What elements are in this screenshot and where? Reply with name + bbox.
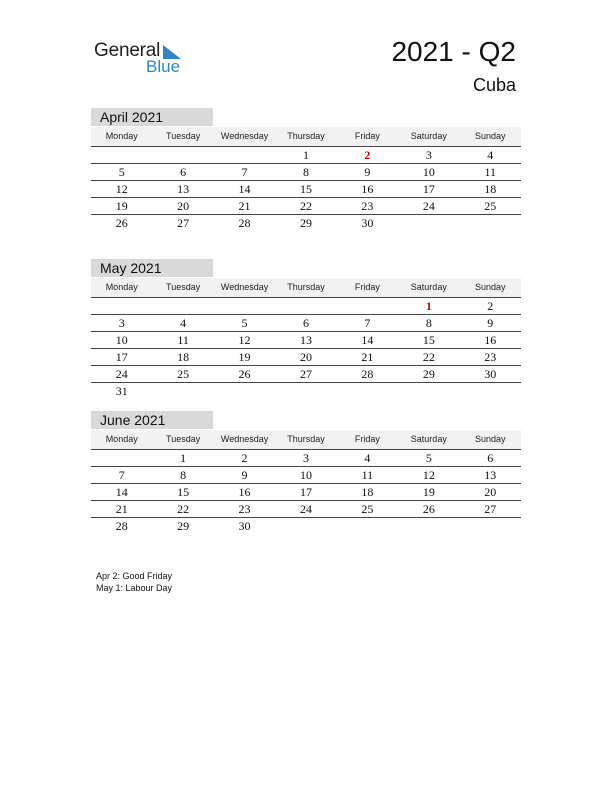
day-cell: 28 [238, 216, 251, 230]
day-cell: 16 [484, 333, 497, 347]
day-cell: 22 [299, 199, 312, 213]
day-cell: 17 [299, 485, 312, 499]
weekday-header: Saturday [410, 282, 447, 292]
weekday-header: Tuesday [166, 434, 201, 444]
day-cell: 19 [238, 350, 251, 364]
week-row [91, 349, 521, 366]
day-cell [152, 298, 213, 314]
day-cell [91, 450, 152, 466]
day-cell: 20 [299, 350, 312, 364]
day-cell: 23 [484, 350, 497, 364]
day-cell: 21 [238, 199, 251, 213]
month-may [91, 259, 521, 400]
week-row [91, 147, 521, 164]
day-cell: 9 [487, 316, 494, 330]
day-cell: 9 [241, 468, 248, 482]
weekday-header: Friday [354, 434, 380, 444]
day-cell: 11 [484, 165, 497, 179]
holiday-notes [96, 570, 172, 594]
day-cell: 27 [484, 502, 497, 516]
day-cell: 2 [241, 451, 248, 465]
weekday-header: Saturday [410, 434, 447, 444]
week-row [91, 298, 521, 315]
weekday-header: Thursday [287, 131, 325, 141]
day-cell: 5 [425, 451, 432, 465]
weekday-header: Friday [354, 282, 380, 292]
day-cell: 23 [238, 502, 251, 516]
day-cell: 24 [299, 502, 312, 516]
day-cell: 6 [487, 451, 494, 465]
day-cell: 5 [241, 316, 248, 330]
day-cell: 8 [302, 165, 309, 179]
weekday-header: Thursday [287, 282, 325, 292]
day-cell: 12 [115, 182, 128, 196]
day-cell: 19 [422, 485, 435, 499]
day-cell: 26 [422, 502, 435, 516]
day-cell: 10 [422, 165, 435, 179]
day-cell: 27 [299, 367, 312, 381]
day-cell: 12 [238, 333, 251, 347]
country-label: Cuba [472, 75, 516, 95]
month-label: May 2021 [91, 259, 213, 277]
day-cell: 3 [118, 316, 125, 330]
weekday-header: Sunday [474, 131, 506, 141]
logo-text-blue: Blue [146, 57, 181, 76]
day-cell: 25 [177, 367, 190, 381]
day-cell: 16 [361, 182, 374, 196]
day-cell: 19 [115, 199, 128, 213]
day-cell [275, 298, 336, 314]
day-cell: 9 [364, 165, 371, 179]
weekday-header: Monday [105, 282, 138, 292]
day-cell: 13 [484, 468, 497, 482]
day-cell [337, 298, 398, 314]
day-cell: 13 [299, 333, 312, 347]
day-cell [398, 383, 459, 400]
day-cell [214, 298, 275, 314]
weekday-header: Monday [105, 131, 138, 141]
weekday-header: Monday [105, 434, 138, 444]
day-cell: 31 [115, 384, 128, 398]
day-cell [398, 215, 459, 232]
day-cell: 29 [299, 216, 312, 230]
week-row [91, 518, 521, 535]
day-cell: 6 [302, 316, 309, 330]
day-cell: 24 [115, 367, 128, 381]
day-cell: 14 [361, 333, 374, 347]
logo-text-general: General [94, 40, 161, 61]
day-cell: 24 [422, 199, 435, 213]
day-cell: 1 [302, 148, 309, 162]
day-cell: 17 [115, 350, 128, 364]
week-row [91, 315, 521, 332]
day-cell: 17 [422, 182, 435, 196]
day-cell: 18 [177, 350, 190, 364]
day-cell: 15 [177, 485, 190, 499]
logo [94, 40, 194, 80]
day-cell: 5 [118, 165, 125, 179]
day-cell: 18 [484, 182, 497, 196]
weekday-header: Friday [354, 131, 380, 141]
day-cell [214, 383, 275, 400]
day-cell [214, 147, 275, 163]
day-cell: 22 [177, 502, 190, 516]
weekday-header: Sunday [474, 434, 506, 444]
day-cell: 2 [487, 299, 494, 313]
day-cell: 16 [238, 485, 251, 499]
page-title: 2021 - Q2 [391, 36, 516, 67]
day-cell: 11 [177, 333, 189, 347]
weekday-header-row [91, 127, 521, 147]
day-cell [460, 215, 521, 232]
month-label: June 2021 [91, 411, 213, 429]
day-cell: 4 [364, 451, 371, 465]
day-cell: 20 [484, 485, 497, 499]
day-cell [152, 383, 213, 400]
day-cell: 10 [115, 333, 128, 347]
day-cell: 1 [180, 451, 187, 465]
weekday-header: Tuesday [166, 131, 201, 141]
day-cell: 27 [177, 216, 190, 230]
day-cell: 20 [177, 199, 190, 213]
day-cell [91, 147, 152, 163]
month-april [91, 108, 521, 232]
holiday-day-cell: 2 [364, 148, 371, 162]
day-cell: 3 [425, 148, 432, 162]
day-cell: 26 [115, 216, 128, 230]
weekday-header-row [91, 278, 521, 298]
day-cell: 21 [361, 350, 374, 364]
day-cell [275, 518, 336, 535]
day-cell: 28 [361, 367, 374, 381]
month-label: April 2021 [91, 108, 213, 126]
day-cell: 23 [361, 199, 374, 213]
weekday-header: Wednesday [220, 131, 269, 141]
week-row [91, 164, 521, 181]
weekday-header: Sunday [474, 282, 506, 292]
week-row [91, 181, 521, 198]
day-cell [460, 518, 521, 535]
day-cell: 26 [238, 367, 251, 381]
day-cell: 25 [361, 502, 374, 516]
day-cell [91, 298, 152, 314]
day-cell: 7 [118, 468, 125, 482]
holiday-day-cell: 1 [425, 299, 432, 313]
week-row [91, 467, 521, 484]
day-cell [337, 383, 398, 400]
week-row [91, 484, 521, 501]
day-cell [460, 383, 521, 400]
holiday-note: Apr 2: Good Friday [96, 571, 173, 581]
day-cell [337, 518, 398, 535]
day-cell: 14 [238, 182, 251, 196]
day-cell: 10 [299, 468, 312, 482]
day-cell [275, 383, 336, 400]
day-cell: 14 [115, 485, 128, 499]
day-cell: 4 [180, 316, 187, 330]
day-cell: 15 [422, 333, 435, 347]
week-row [91, 215, 521, 232]
week-row [91, 450, 521, 467]
day-cell: 29 [422, 367, 435, 381]
day-cell: 30 [484, 367, 497, 381]
weekday-header-row [91, 430, 521, 450]
weekday-header: Thursday [287, 434, 325, 444]
day-cell: 22 [422, 350, 435, 364]
day-cell: 12 [422, 468, 435, 482]
day-cell: 25 [484, 199, 497, 213]
day-cell: 3 [302, 451, 309, 465]
day-cell: 7 [241, 165, 248, 179]
week-row [91, 332, 521, 349]
day-cell: 8 [425, 316, 432, 330]
day-cell [398, 518, 459, 535]
day-cell: 21 [115, 502, 128, 516]
day-cell: 15 [299, 182, 312, 196]
week-row [91, 501, 521, 518]
day-cell: 8 [180, 468, 187, 482]
day-cell: 28 [115, 519, 128, 533]
day-cell: 7 [364, 316, 371, 330]
day-cell: 18 [361, 485, 374, 499]
day-cell: 30 [361, 216, 374, 230]
day-cell: 30 [238, 519, 251, 533]
day-cell: 29 [177, 519, 190, 533]
week-row [91, 383, 521, 400]
weekday-header: Wednesday [220, 434, 269, 444]
holiday-note: May 1: Labour Day [96, 583, 173, 593]
weekday-header: Saturday [410, 131, 447, 141]
week-row [91, 366, 521, 383]
week-row [91, 198, 521, 215]
weekday-header: Tuesday [166, 282, 201, 292]
day-cell: 11 [361, 468, 374, 482]
day-cell: 6 [180, 165, 187, 179]
month-june [91, 411, 521, 535]
weekday-header: Wednesday [220, 282, 269, 292]
day-cell [152, 147, 213, 163]
day-cell: 4 [487, 148, 494, 162]
day-cell: 13 [177, 182, 190, 196]
